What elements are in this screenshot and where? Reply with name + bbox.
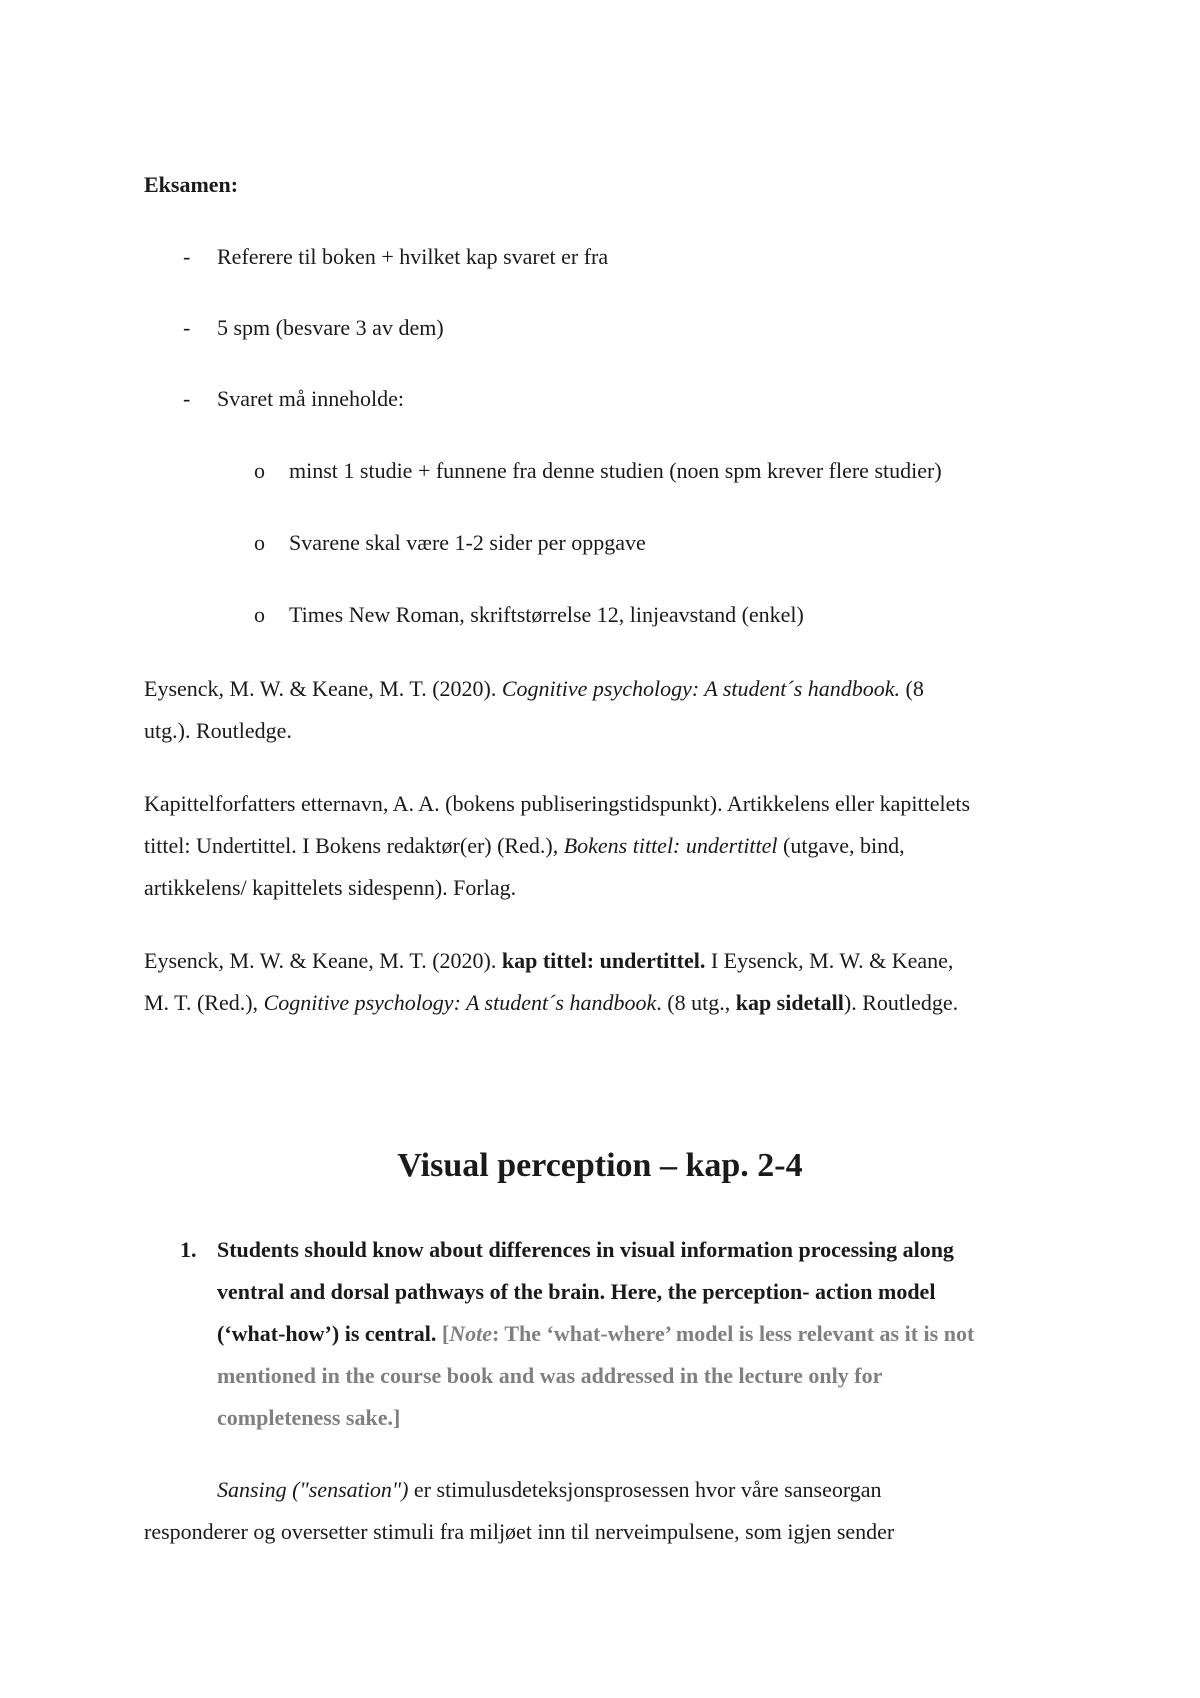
sub-bullet-marker: o bbox=[254, 458, 265, 483]
ref3-editors: I Eysenck, M. W. & Keane, bbox=[705, 948, 954, 973]
reference-2-line-2 bbox=[144, 833, 905, 859]
bullet-marker: - bbox=[183, 315, 191, 340]
question-number: 1. bbox=[180, 1237, 197, 1262]
ref3-pages: kap sidetall bbox=[735, 990, 844, 1015]
term-sensation: Sansing ("sensation") bbox=[217, 1477, 409, 1502]
sub-bullet-text: Times New Roman, skriftstørrelse 12, linjeavstand (enkel) bbox=[289, 602, 804, 627]
reference-1-line-2: utg.). Routledge. bbox=[144, 718, 292, 743]
section-title: Visual perception – kap. 2-4 bbox=[397, 1147, 803, 1184]
body-text: er stimulusdeteksjonsprosessen hvor våre sanseorgan bbox=[408, 1477, 882, 1502]
bullet-marker: - bbox=[183, 386, 191, 411]
note-bracket: [ bbox=[436, 1321, 450, 1346]
sub-bullet-marker: o bbox=[254, 530, 265, 555]
sub-bullet-text: Svarene skal være 1-2 sider per oppgave bbox=[289, 530, 646, 555]
ref1-edition-start: (8 bbox=[900, 676, 924, 701]
reference-1-line-1 bbox=[144, 676, 924, 702]
sub-bullet-text: minst 1 studie + funnene fra denne studien (noen spm krever flere studier) bbox=[289, 458, 942, 483]
exam-heading: Eksamen: bbox=[144, 172, 239, 197]
question-text: (‘what-how’) is central. bbox=[217, 1321, 437, 1346]
note-text: : The ‘what-where’ model is less relevant as it is not bbox=[491, 1321, 975, 1346]
bullet-text: Svaret må inneholde: bbox=[217, 386, 404, 411]
bullet-text: Referere til boken + hvilket kap svaret er fra bbox=[217, 244, 609, 269]
question-note-line-4: mentioned in the course book and was addressed in the lecture only for bbox=[217, 1363, 883, 1388]
ref2-text-end: (utgave, bind, bbox=[777, 833, 905, 858]
ref1-authors: Eysenck, M. W. & Keane, M. T. (2020). bbox=[144, 676, 502, 701]
ref2-text: tittel: Undertittel. I Bokens redaktør(er) (Red.), bbox=[144, 833, 564, 858]
sub-bullet-marker: o bbox=[254, 602, 265, 627]
ref3-edition: . (8 utg., bbox=[656, 990, 736, 1015]
question-line-1: Students should know about differences in visual information processing along bbox=[217, 1237, 954, 1262]
ref2-book-title: Bokens tittel: undertittel bbox=[563, 833, 778, 858]
ref1-book-title: Cognitive psychology: A student´s handbook. bbox=[501, 676, 901, 701]
question-note-line-5: completeness sake.] bbox=[217, 1405, 401, 1430]
ref3-editors-end: M. T. (Red.), bbox=[144, 990, 264, 1015]
reference-2-line-1: Kapittelforfatters etternavn, A. A. (bokens publiseringstidspunkt). Artikkelens eller kapittelets bbox=[144, 791, 971, 816]
reference-3-line-2 bbox=[144, 990, 958, 1016]
ref3-authors: Eysenck, M. W. & Keane, M. T. (2020). bbox=[144, 948, 502, 973]
question-line-3 bbox=[217, 1321, 974, 1347]
bullet-text: 5 spm (besvare 3 av dem) bbox=[217, 315, 444, 340]
body-line-2: responderer og oversetter stimuli fra miljøet inn til nerveimpulsene, som igjen sender bbox=[144, 1519, 895, 1544]
note-label: Note bbox=[449, 1321, 492, 1346]
bullet-marker: - bbox=[183, 244, 191, 269]
body-line-1 bbox=[217, 1477, 882, 1503]
question-line-2: ventral and dorsal pathways of the brain. Here, the perception- action model bbox=[217, 1279, 936, 1304]
ref3-book-title: Cognitive psychology: A student´s handbook bbox=[263, 990, 657, 1015]
ref3-chapter-title: kap tittel: undertittel. bbox=[501, 948, 706, 973]
reference-2-line-3: artikkelens/ kapittelets sidespenn). Forlag. bbox=[144, 875, 517, 900]
ref3-publisher: ). Routledge. bbox=[843, 990, 959, 1015]
reference-3-line-1 bbox=[144, 948, 953, 974]
